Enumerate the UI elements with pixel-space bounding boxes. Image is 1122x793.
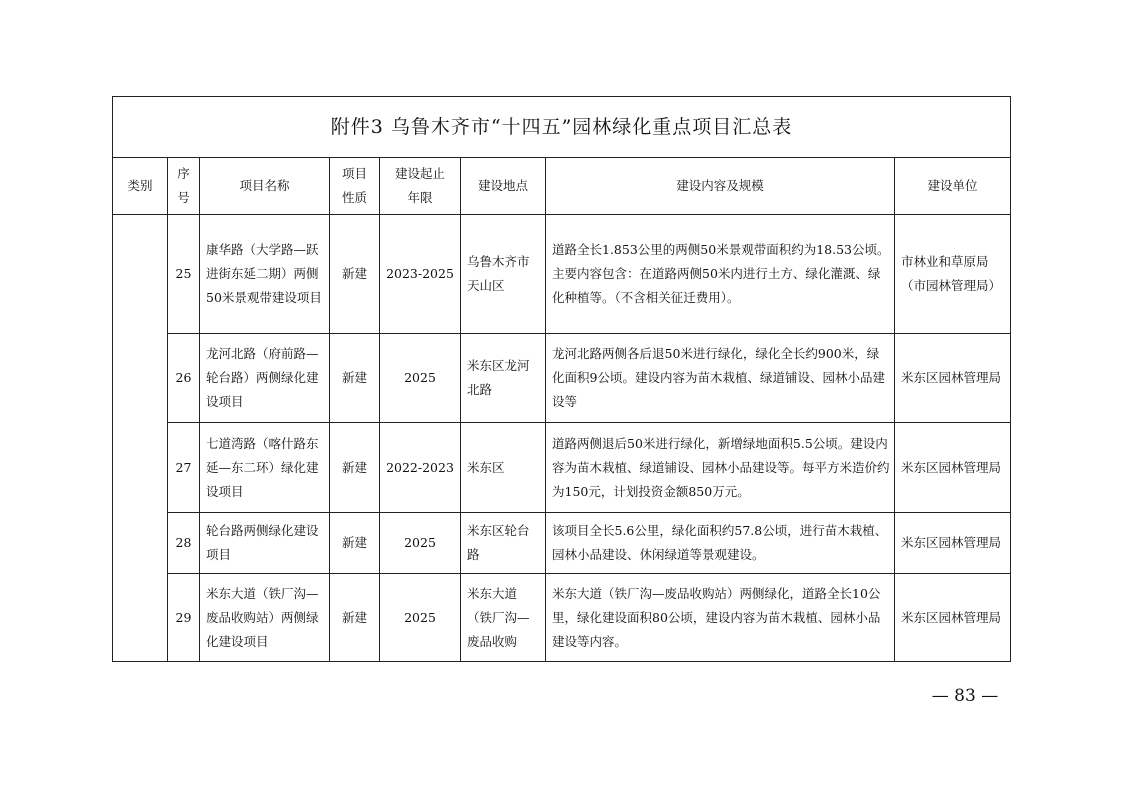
row-unit: 米东区园林管理局 [895, 423, 1011, 513]
row-location: 米东大道（铁厂沟—废品收购 [461, 574, 546, 662]
row-period: 2025 [380, 513, 461, 574]
row-unit: 米东区园林管理局 [895, 513, 1011, 574]
row-index: 27 [168, 423, 200, 513]
row-index: 26 [168, 334, 200, 423]
page-number: — 83 — [931, 686, 999, 706]
row-unit: 市林业和草原局（市园林管理局） [895, 215, 1011, 334]
header-nature: 项目性质 [330, 158, 380, 215]
table-row [113, 574, 1011, 662]
row-location: 米东区 [461, 423, 546, 513]
row-period: 2025 [380, 334, 461, 423]
row-name: 米东大道（铁厂沟—废品收购站）两侧绿化建设项目 [200, 574, 330, 662]
row-location: 乌鲁木齐市天山区 [461, 215, 546, 334]
table-row [113, 423, 1011, 513]
header-unit: 建设单位 [895, 158, 1011, 215]
row-period: 2025 [380, 574, 461, 662]
header-content: 建设内容及规模 [546, 158, 895, 215]
table-title: 附件3 乌鲁木齐市“十四五”园林绿化重点项目汇总表 [113, 97, 1011, 158]
row-period: 2023-2025 [380, 215, 461, 334]
row-content: 道路全长1.853公里的两侧50米景观带面积约为18.53公顷。主要内容包含：在道路两侧50米内进行土方、绿化灌溉、绿化种植等。（不含相关征迁费用）。 [546, 215, 895, 334]
row-period: 2022-2023 [380, 423, 461, 513]
row-name: 龙河北路（府前路—轮台路）两侧绿化建设项目 [200, 334, 330, 423]
row-content: 道路两侧退后50米进行绿化，新增绿地面积5.5公顷。建设内容为苗木栽植、绿道铺设、园林小品建设等。每平方米造价约为150元，计划投资金额850万元。 [546, 423, 895, 513]
row-index: 25 [168, 215, 200, 334]
header-index: 序号 [168, 158, 200, 215]
row-content: 米东大道（铁厂沟—废品收购站）两侧绿化，道路全长10公里，绿化建设面积80公顷，建设内容为苗木栽植、园林小品建设等内容。 [546, 574, 895, 662]
row-nature: 新建 [330, 574, 380, 662]
header-category: 类别 [113, 158, 168, 215]
row-content: 龙河北路两侧各后退50米进行绿化，绿化全长约900米，绿化面积9公顷。建设内容为苗木栽植、绿道铺设、园林小品建设等 [546, 334, 895, 423]
row-nature: 新建 [330, 423, 380, 513]
row-index: 29 [168, 574, 200, 662]
header-name: 项目名称 [200, 158, 330, 215]
header-location: 建设地点 [461, 158, 546, 215]
row-nature: 新建 [330, 513, 380, 574]
row-nature: 新建 [330, 334, 380, 423]
table-row [113, 215, 1011, 334]
row-content: 该项目全长5.6公里，绿化面积约57.8公顷，进行苗木栽植、园林小品建设、休闲绿道等景观建设。 [546, 513, 895, 574]
header-period: 建设起止年限 [380, 158, 461, 215]
row-unit: 米东区园林管理局 [895, 574, 1011, 662]
project-summary-table [112, 96, 1011, 662]
row-index: 28 [168, 513, 200, 574]
row-location: 米东区轮台路 [461, 513, 546, 574]
row-name: 轮台路两侧绿化建设项目 [200, 513, 330, 574]
row-unit: 米东区园林管理局 [895, 334, 1011, 423]
row-nature: 新建 [330, 215, 380, 334]
row-name: 七道湾路（喀什路东延—东二环）绿化建设项目 [200, 423, 330, 513]
category-cell [113, 215, 168, 662]
row-name: 康华路（大学路—跃进街东延二期）两侧50米景观带建设项目 [200, 215, 330, 334]
table-row [113, 334, 1011, 423]
table-row [113, 513, 1011, 574]
header-row [113, 158, 1011, 215]
row-location: 米东区龙河北路 [461, 334, 546, 423]
